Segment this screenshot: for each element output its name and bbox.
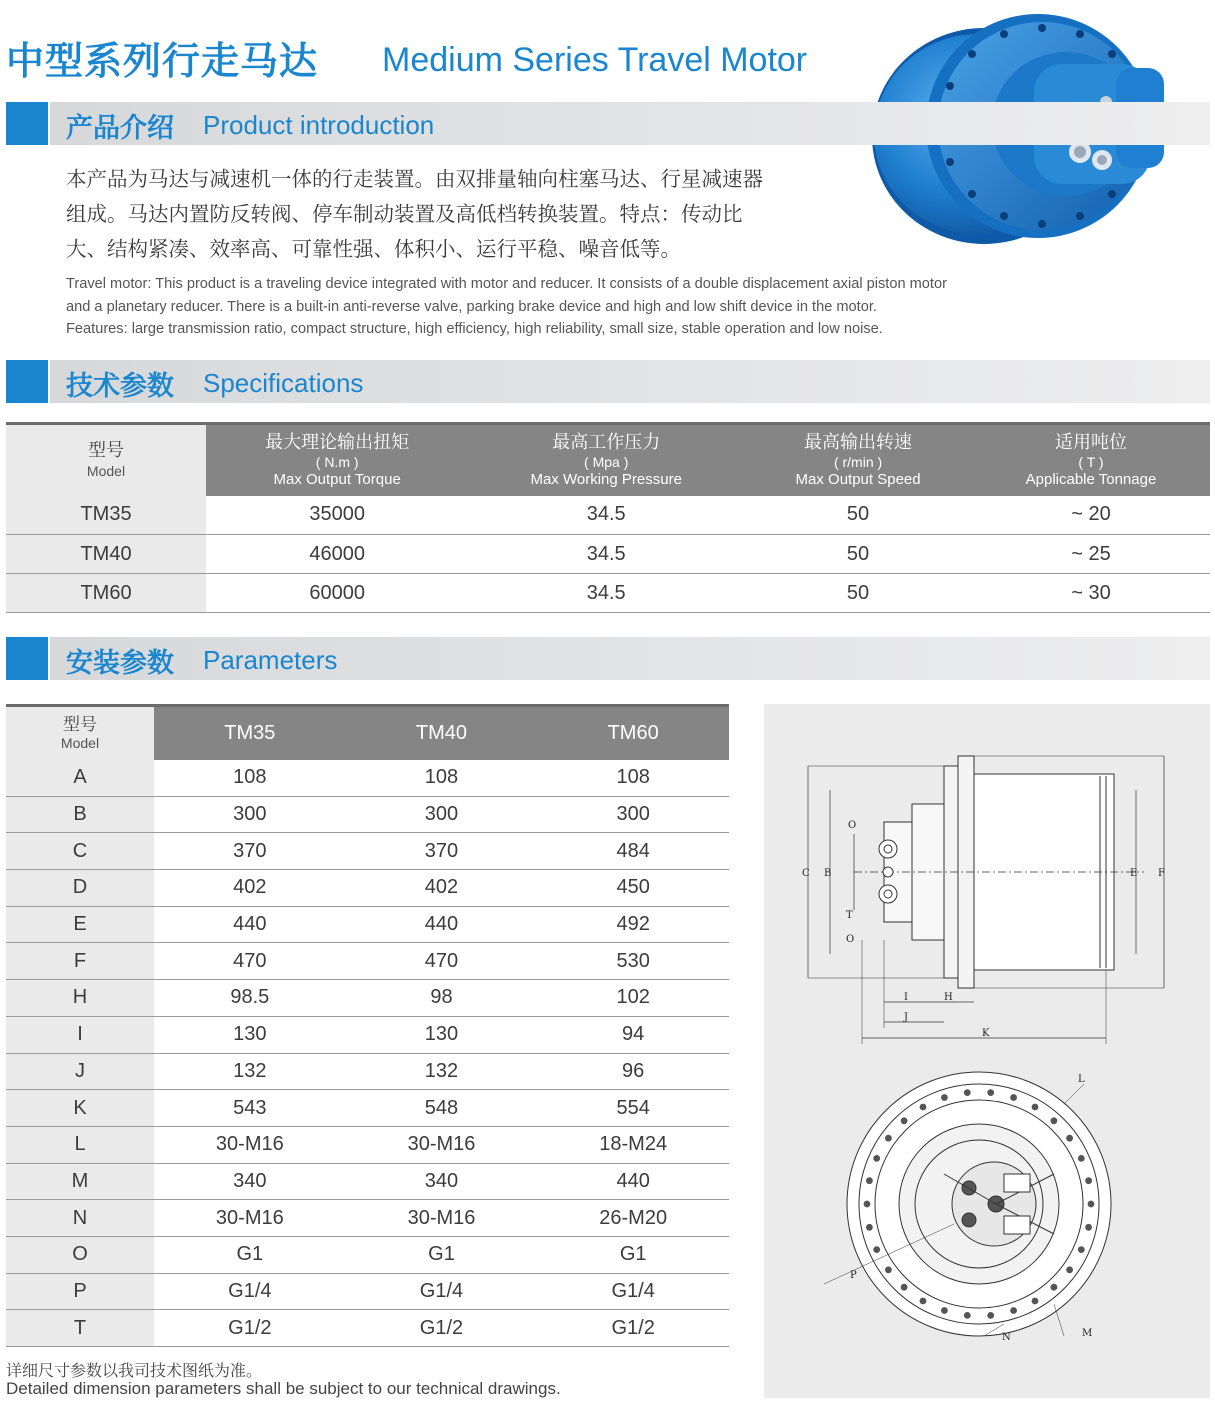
param-label-cell: I xyxy=(6,1016,154,1053)
param-table xyxy=(6,704,729,1347)
section-title-en: Specifications xyxy=(203,368,364,398)
header-unit: ( T ) xyxy=(1078,453,1104,470)
intro-en-line: Features: large transmission ratio, compact structure, high efficiency, high reliability, small size, stable operation and low noise. xyxy=(66,321,883,337)
table-row xyxy=(6,1200,729,1237)
param-label-cell: M xyxy=(6,1163,154,1200)
footnote-cn: 详细尺寸参数以我司技术图纸为准。 xyxy=(6,1361,263,1380)
bolt-hole xyxy=(1078,1246,1085,1253)
table-cell: 35000 xyxy=(206,496,468,535)
bolt-hole xyxy=(920,1104,927,1111)
dim-label: P xyxy=(850,1270,857,1281)
table-cell: 484 xyxy=(537,833,729,870)
dim-label: N xyxy=(1002,1332,1011,1343)
table-cell: 108 xyxy=(154,760,346,797)
table-row xyxy=(6,1236,729,1273)
intro-en-line: Travel motor: This product is a traveling device integrated with motor and reducer. It consists of a double displacement axial piston motor xyxy=(66,276,947,292)
param-label-cell: T xyxy=(6,1310,154,1347)
table-cell: G1/2 xyxy=(346,1310,538,1347)
spec-header-torque xyxy=(206,424,468,496)
table-cell: 440 xyxy=(154,906,346,943)
table-row xyxy=(6,1126,729,1163)
dim-label: B xyxy=(824,868,832,879)
table-row xyxy=(6,980,729,1017)
section-header-specs xyxy=(6,360,1210,403)
table-cell: 440 xyxy=(346,906,538,943)
section-accent xyxy=(6,102,48,145)
table-row xyxy=(6,574,1210,613)
dim-label: J xyxy=(904,1012,909,1023)
intro-cn-line: 大、结构紧凑、效率高、可靠性强、体积小、运行平稳、噪音低等。 xyxy=(66,237,681,261)
table-row xyxy=(6,1163,729,1200)
model-cell: TM40 xyxy=(6,535,206,574)
table-cell: 492 xyxy=(537,906,729,943)
table-cell: 530 xyxy=(537,943,729,980)
table-cell: ~ 20 xyxy=(972,496,1210,535)
bolt-hole xyxy=(901,1117,908,1124)
header-unit: ( N.m ) xyxy=(315,453,359,470)
table-row xyxy=(6,870,729,907)
bolt-hole xyxy=(1078,1155,1085,1162)
intro-text-en xyxy=(66,273,1176,341)
table-cell: 132 xyxy=(154,1053,346,1090)
dim-label: I xyxy=(904,992,908,1003)
bolt-hole xyxy=(866,1177,873,1184)
header-unit: ( r/min ) xyxy=(833,453,883,470)
bolt-hole xyxy=(920,1298,927,1305)
header-cn: 最高输出转速 xyxy=(804,431,913,453)
bolt-hole xyxy=(1085,1224,1092,1231)
table-row xyxy=(6,1310,729,1347)
table-cell: G1/4 xyxy=(154,1273,346,1310)
param-label-cell: J xyxy=(6,1053,154,1090)
header-unit: ( Mpa ) xyxy=(584,453,629,470)
param-table-body xyxy=(6,760,729,1347)
table-cell: 46000 xyxy=(206,535,468,574)
table-cell: G1 xyxy=(346,1236,538,1273)
table-cell: G1 xyxy=(154,1236,346,1273)
table-row xyxy=(6,833,729,870)
param-label-cell: F xyxy=(6,943,154,980)
param-label-cell: E xyxy=(6,906,154,943)
table-cell: 108 xyxy=(537,760,729,797)
param-header-row xyxy=(6,706,729,760)
table-row xyxy=(6,906,729,943)
table-cell: 26-M20 xyxy=(537,1200,729,1237)
table-cell: 300 xyxy=(346,796,538,833)
header-cn: 型号 xyxy=(63,715,97,736)
table-cell: 94 xyxy=(537,1016,729,1053)
section-title-en: Parameters xyxy=(203,645,338,675)
table-cell: 50 xyxy=(744,496,972,535)
table-cell: 34.5 xyxy=(468,574,744,613)
section-accent xyxy=(6,637,48,680)
table-cell: G1/4 xyxy=(346,1273,538,1310)
section-accent xyxy=(6,360,48,403)
intro-en-line: and a planetary reducer. There is a built-in anti-reverse valve, parking brake device and high and low shift device in the motor. xyxy=(66,298,877,315)
table-cell: 543 xyxy=(154,1090,346,1127)
section-title-en: Product introduction xyxy=(203,110,435,140)
table-cell: 470 xyxy=(154,943,346,980)
section-header-params xyxy=(6,637,1210,680)
bolt-hole xyxy=(987,1312,994,1319)
table-cell: 300 xyxy=(537,796,729,833)
model-cell: TM60 xyxy=(6,574,206,613)
header-cn: 型号 xyxy=(88,440,124,462)
header-cn: 适用吨位 xyxy=(1054,431,1127,453)
table-cell: ~ 25 xyxy=(972,535,1210,574)
table-cell: G1/2 xyxy=(537,1310,729,1347)
bolt-hole xyxy=(1066,1135,1073,1142)
table-cell: 30-M16 xyxy=(154,1126,346,1163)
table-row xyxy=(6,760,729,797)
param-label-cell: N xyxy=(6,1200,154,1237)
table-row xyxy=(6,943,729,980)
intro-cn-line: 本产品为马达与减速机一体的行走装置。由双排量轴向柱塞马达、行星减速器 xyxy=(66,167,763,191)
intro-cn-line: 组成。马达内置防反转阀、停车制动装置及高低档转换装置。特点：传动比 xyxy=(66,202,743,226)
header-en: Model xyxy=(60,735,100,752)
bolt-hole xyxy=(1088,1201,1095,1208)
footnote-en: Detailed dimension parameters shall be subject to our technical drawings. xyxy=(6,1379,561,1398)
page-title-cn: 中型系列行走马达 xyxy=(6,39,319,83)
bolt-hole xyxy=(885,1135,892,1142)
bolt-hole xyxy=(941,1094,948,1101)
table-cell: G1 xyxy=(537,1236,729,1273)
bolt-hole xyxy=(941,1307,948,1314)
param-header-col: TM35 xyxy=(154,706,346,760)
param-label-cell: D xyxy=(6,870,154,907)
table-cell: 30-M16 xyxy=(346,1200,538,1237)
table-cell: 402 xyxy=(346,870,538,907)
dim-label: L xyxy=(1078,1074,1085,1085)
table-cell: 450 xyxy=(537,870,729,907)
bolt-hole xyxy=(1010,1307,1017,1314)
table-cell: 370 xyxy=(154,833,346,870)
table-cell: 340 xyxy=(346,1163,538,1200)
section-header-intro xyxy=(6,102,1210,145)
table-cell: 370 xyxy=(346,833,538,870)
table-cell: 50 xyxy=(744,574,972,613)
param-label-cell: B xyxy=(6,796,154,833)
table-cell: 60000 xyxy=(206,574,468,613)
bolt-hole xyxy=(1051,1117,1058,1124)
page-title-en: Medium Series Travel Motor xyxy=(382,41,808,79)
header-en: Max Output Torque xyxy=(273,470,401,488)
table-cell: 554 xyxy=(537,1090,729,1127)
table-cell: 30-M16 xyxy=(154,1200,346,1237)
param-label-cell: H xyxy=(6,980,154,1017)
table-cell: 440 xyxy=(537,1163,729,1200)
param-label-cell: C xyxy=(6,833,154,870)
spec-header-model xyxy=(6,424,206,496)
header-en: Model xyxy=(86,463,126,480)
intro-text-cn xyxy=(66,162,856,267)
bolt-hole xyxy=(964,1312,971,1319)
bolt-hole xyxy=(964,1089,971,1096)
dim-label: K xyxy=(982,1028,990,1039)
param-header-col: TM40 xyxy=(346,706,538,760)
table-cell: 340 xyxy=(154,1163,346,1200)
param-label-cell: K xyxy=(6,1090,154,1127)
table-row xyxy=(6,535,1210,574)
bolt-hole xyxy=(1066,1266,1073,1273)
spec-header-tonnage xyxy=(972,424,1210,496)
param-header-col: TM60 xyxy=(537,706,729,760)
table-cell: 98.5 xyxy=(154,980,346,1017)
bolt-hole xyxy=(1032,1298,1039,1305)
header-cn: 最高工作压力 xyxy=(552,431,661,453)
table-cell: 548 xyxy=(346,1090,538,1127)
header-en: Applicable Tonnage xyxy=(1025,470,1157,488)
param-header-model xyxy=(6,706,154,760)
table-row xyxy=(6,1090,729,1127)
spec-header-row xyxy=(6,424,1210,496)
table-cell: 98 xyxy=(346,980,538,1017)
dim-label: T xyxy=(846,910,853,921)
table-cell: 130 xyxy=(154,1016,346,1053)
param-label-cell: A xyxy=(6,760,154,797)
table-cell: G1/2 xyxy=(154,1310,346,1347)
param-label-cell: P xyxy=(6,1273,154,1310)
spec-header-speed xyxy=(744,424,972,496)
table-cell: 402 xyxy=(154,870,346,907)
dim-label: O xyxy=(846,934,855,945)
table-cell: G1/4 xyxy=(537,1273,729,1310)
section-title-cn: 安装参数 xyxy=(66,648,174,679)
bolt-hole xyxy=(885,1266,892,1273)
bolt-hole xyxy=(873,1155,880,1162)
table-cell: 96 xyxy=(537,1053,729,1090)
table-row xyxy=(6,1273,729,1310)
table-row xyxy=(6,1053,729,1090)
dim-label: O xyxy=(848,820,857,831)
bolt-hole xyxy=(866,1224,873,1231)
table-cell: 30-M16 xyxy=(346,1126,538,1163)
dim-label: H xyxy=(944,992,953,1003)
table-cell: ~ 30 xyxy=(972,574,1210,613)
table-row xyxy=(6,496,1210,535)
table-cell: 34.5 xyxy=(468,496,744,535)
dim-label: M xyxy=(1082,1328,1093,1339)
table-cell: 18-M24 xyxy=(537,1126,729,1163)
section-title-cn: 产品介绍 xyxy=(66,113,174,144)
table-cell: 132 xyxy=(346,1053,538,1090)
bolt-hole xyxy=(1051,1284,1058,1291)
header-en: Max Working Pressure xyxy=(530,470,682,488)
spec-table xyxy=(6,422,1210,613)
bolt-hole xyxy=(987,1089,994,1096)
table-row xyxy=(6,796,729,833)
header-en: Max Output Speed xyxy=(795,470,921,488)
bolt-hole xyxy=(1010,1094,1017,1101)
technical-drawing-panel xyxy=(764,704,1210,1398)
header-cn: 最大理论输出扭矩 xyxy=(265,431,410,453)
spec-header-pressure xyxy=(468,424,744,496)
table-row xyxy=(6,1016,729,1053)
technical-drawing xyxy=(764,704,1210,1398)
param-label-cell: O xyxy=(6,1236,154,1273)
table-cell: 102 xyxy=(537,980,729,1017)
table-cell: 34.5 xyxy=(468,535,744,574)
section-title-cn: 技术参数 xyxy=(66,371,174,402)
dim-label: E xyxy=(1130,868,1138,879)
bolt-hole xyxy=(864,1201,871,1208)
dim-label: F xyxy=(1158,868,1165,879)
model-cell: TM35 xyxy=(6,496,206,535)
table-cell: 50 xyxy=(744,535,972,574)
table-cell: 108 xyxy=(346,760,538,797)
bolt-hole xyxy=(1085,1177,1092,1184)
dim-label: C xyxy=(802,868,810,879)
bolt-hole xyxy=(873,1246,880,1253)
table-cell: 130 xyxy=(346,1016,538,1053)
table-cell: 470 xyxy=(346,943,538,980)
param-label-cell: L xyxy=(6,1126,154,1163)
table-cell: 300 xyxy=(154,796,346,833)
bolt-hole xyxy=(1032,1104,1039,1111)
bolt-hole xyxy=(901,1284,908,1291)
